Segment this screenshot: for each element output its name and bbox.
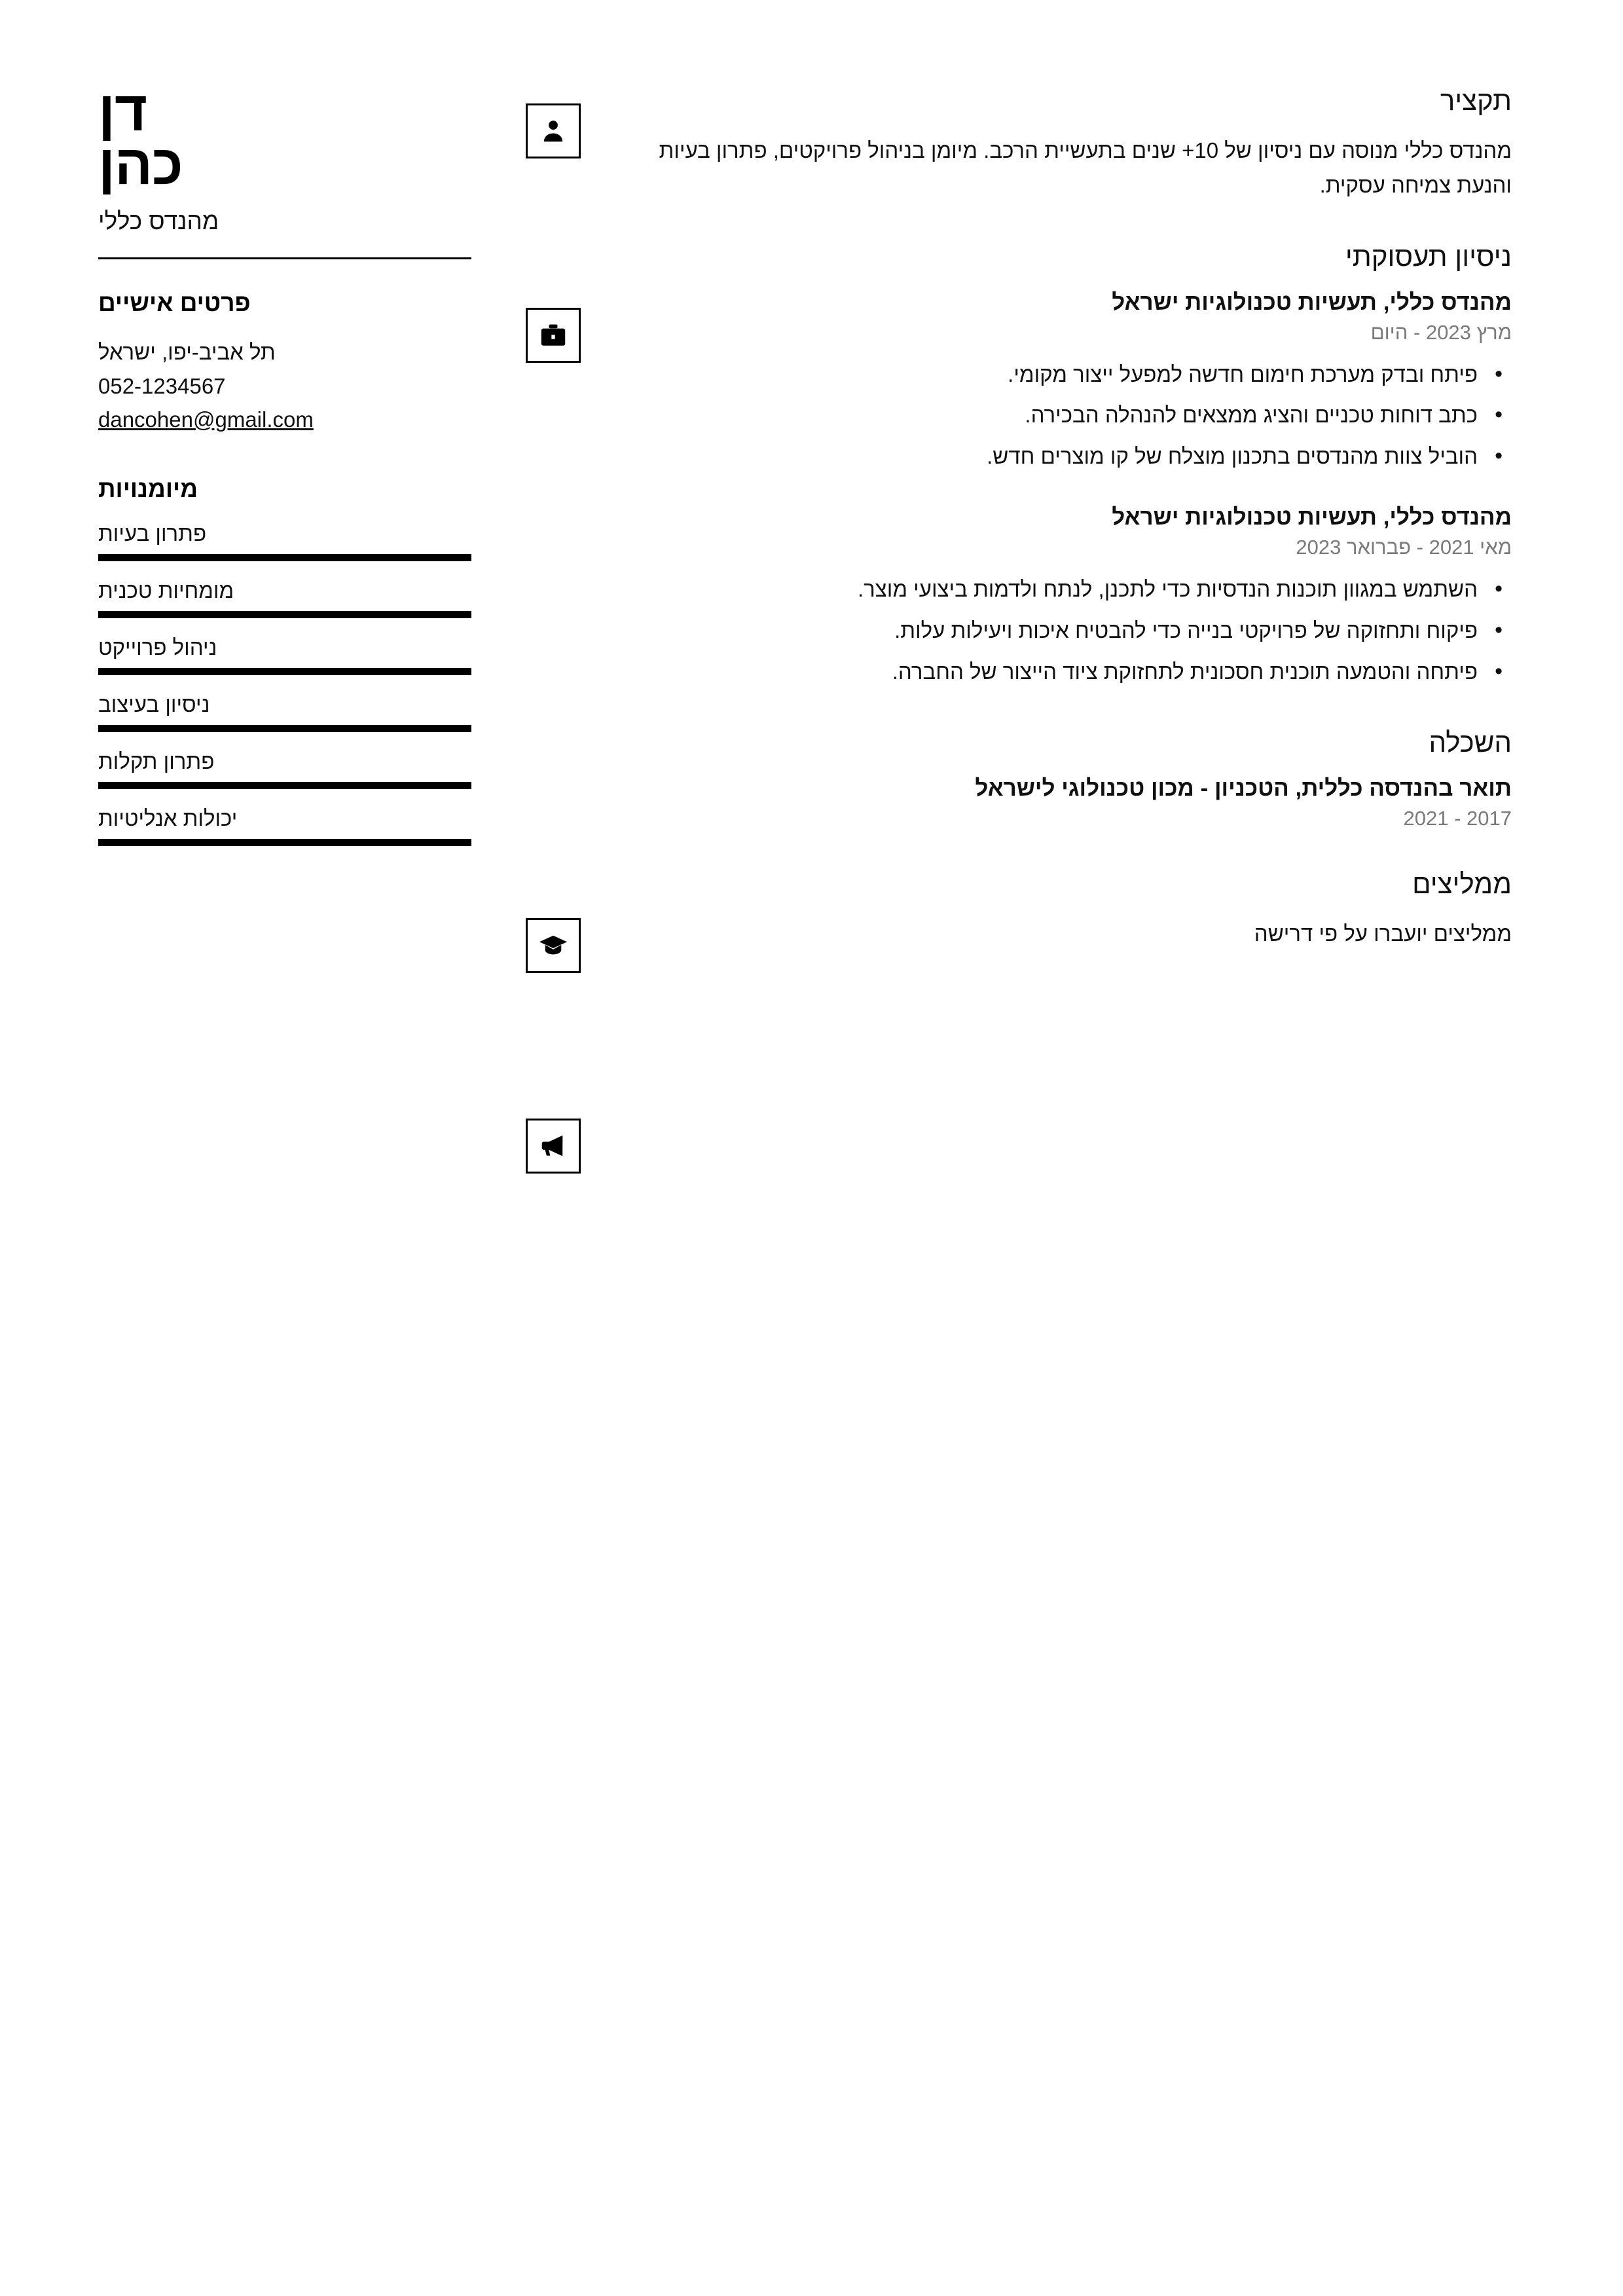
skill-bar	[98, 611, 471, 618]
personal-phone: 052-1234567	[98, 373, 226, 398]
skill-label: יכולות אנליטיות	[98, 805, 238, 830]
sidebar-column	[98, 80, 491, 863]
skill-item	[98, 749, 471, 789]
skill-label: ניסיון בעיצוב	[98, 692, 210, 716]
education-dates: 2017 - 2021	[1403, 807, 1512, 830]
personal-details-title: פרטים אישיים	[98, 289, 251, 317]
name-line-first: דן	[98, 80, 147, 143]
experience-bullets	[615, 572, 1512, 689]
section-references	[615, 868, 1512, 952]
skill-item	[98, 692, 471, 732]
skills-title: מיומנויות	[98, 475, 198, 502]
list-item: • הוביל צוות מהנדסים בתכנון מוצלח של קו מוצרים חדש.	[615, 439, 1478, 474]
skill-label: פתרון תקלות	[98, 749, 215, 773]
megaphone-icon	[526, 1119, 581, 1174]
person-icon	[526, 103, 581, 158]
experience-dates: מאי 2021 - פברואר 2023	[1296, 535, 1512, 559]
references-text: ממליצים יועברו על פי דרישה	[1254, 921, 1512, 946]
skill-bar	[98, 554, 471, 561]
skill-item	[98, 521, 471, 561]
skill-item	[98, 806, 471, 846]
list-item: • פיתחה והטמעה תוכנית חסכונית לתחזוקת ציוד הייצור של החברה.	[615, 655, 1478, 690]
section-education	[615, 727, 1512, 830]
personal-location: תל אביב-יפו, ישראל	[98, 340, 276, 365]
spacer	[98, 436, 471, 475]
section-summary	[615, 85, 1512, 203]
divider	[98, 257, 471, 259]
resume-layout	[98, 80, 1525, 990]
skill-label: מומחיות טכנית	[98, 578, 234, 602]
experience-heading: מהנדס כללי, תעשיות טכנולוגיות ישראל	[1112, 289, 1512, 315]
list-item: • כתב דוחות טכניים והציג ממצאים להנהלה הבכירה.	[615, 398, 1478, 433]
experience-item	[615, 504, 1512, 689]
name-line-last: כהן	[98, 133, 183, 196]
skill-bar	[98, 725, 471, 732]
skill-item	[98, 578, 471, 618]
skill-label: פתרון בעיות	[98, 521, 207, 546]
experience-dates: מרץ 2023 - היום	[1370, 320, 1512, 344]
main-column	[615, 85, 1525, 990]
experience-bullets	[615, 358, 1512, 474]
candidate-job-title: מהנדס כללי	[98, 208, 219, 235]
references-title: ממליצים	[1412, 868, 1512, 900]
list-item: • פיתח ובדק מערכת חימום חדשה למפעל ייצור מקומי.	[615, 358, 1478, 392]
experience-item	[615, 289, 1512, 474]
graduation-cap-icon	[526, 918, 581, 973]
summary-text: מהנדס כללי מנוסה עם ניסיון של 10+ שנים בתעשיית הרכב. מיומן בניהול פרויקטים, פתרון בעיות והנעת צמיחה עסקית.	[659, 138, 1512, 197]
personal-email-link[interactable]: dancohen@gmail.com	[98, 407, 314, 432]
skill-bar	[98, 668, 471, 675]
experience-title: ניסיון תעסוקתי	[1345, 240, 1512, 272]
education-title: השכלה	[1429, 727, 1512, 758]
list-item: • פיקוח ותחזוקה של פרויקטי בנייה כדי להבטיח איכות ויעילות עלות.	[615, 614, 1478, 648]
experience-heading: מהנדס כללי, תעשיות טכנולוגיות ישראל	[1112, 504, 1512, 530]
skill-label: ניהול פרוייקט	[98, 635, 217, 659]
skill-item	[98, 635, 471, 675]
education-heading: תואר בהנדסה כללית, הטכניון - מכון טכנולוגי לישראל	[975, 775, 1512, 802]
skill-bar	[98, 782, 471, 789]
section-personal-details	[98, 289, 471, 435]
section-skills	[98, 475, 471, 846]
list-item: • השתמש במגוון תוכנות הנדסיות כדי לתכנן, לנתח ולדמות ביצועי מוצר.	[615, 572, 1478, 607]
briefcase-icon	[526, 308, 581, 363]
skill-bar	[98, 839, 471, 846]
candidate-name	[98, 80, 471, 196]
summary-title: תקציר	[1440, 85, 1512, 116]
section-experience	[615, 241, 1512, 690]
